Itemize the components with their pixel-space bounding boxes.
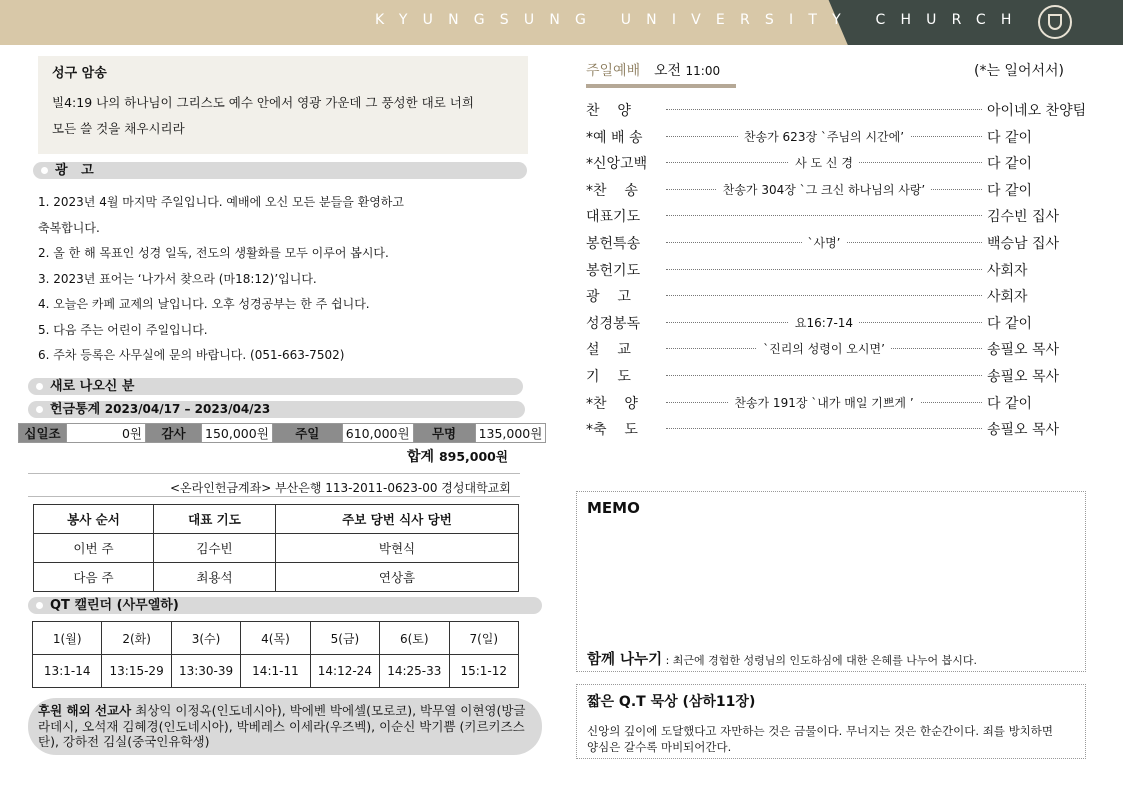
order-label: 봉헌기도 <box>586 262 641 279</box>
divider <box>28 496 520 497</box>
order-content: 찬송가 304장 `그 크신 하나님의 사랑’ <box>717 183 932 197</box>
order-leader: 송필오 목사 <box>987 368 1060 385</box>
duty-row-label: 다음 주 <box>34 563 154 592</box>
worship-underline <box>586 84 736 88</box>
qt-passage: 14:12-24 <box>310 655 379 688</box>
order-label: 기 도 <box>586 368 631 385</box>
memory-verse-line-2: 모든 쓸 것을 채우시리라 <box>52 121 185 136</box>
share-together <box>587 648 977 669</box>
qt-passage: 14:1-11 <box>241 655 310 688</box>
worship-header <box>586 58 1064 86</box>
order-leader: 송필오 목사 <box>987 422 1060 439</box>
qt-passage: 13:30-39 <box>171 655 240 688</box>
duty-row-prayer: 최용석 <box>154 563 276 592</box>
qt-day: 7(일) <box>449 622 519 655</box>
order-label: *축 도 <box>586 422 638 439</box>
offering-amount-thanks: 150,000원 <box>202 424 273 443</box>
offering-period: 2023/04/17 – 2023/04/23 <box>104 402 271 416</box>
order-label: *신앙고백 <box>586 156 648 173</box>
service-duty-table <box>33 504 519 592</box>
memo-box <box>576 491 1086 672</box>
announcement-item: 1. 2023년 4월 마지막 주일입니다. 예배에 오신 모든 분들을 환영하고 <box>38 195 404 209</box>
divider <box>28 473 520 474</box>
worship-time-prefix: 오전 <box>654 63 682 79</box>
newcomers-heading-label: 새로 나오신 분 <box>50 379 135 394</box>
duty-row-meal: 연상흠 <box>276 563 519 592</box>
qt-day: 4(목) <box>241 622 310 655</box>
worship-time <box>654 60 720 80</box>
duty-header-meal: 주보 당번 식사 당번 <box>276 505 519 534</box>
announcement-item: 3. 2023년 표어는 ‘나가서 찾으라 (마18:12)’입니다. <box>38 271 317 286</box>
newcomers-heading <box>28 378 523 395</box>
dot-icon <box>36 383 43 390</box>
order-label: 찬 양 <box>586 103 631 119</box>
order-content: `사명’ <box>802 236 847 250</box>
offering-amount-sunday: 610,000원 <box>342 424 413 443</box>
offering-label-tithe: 십일조 <box>19 424 67 443</box>
offering-total-amount: 895,000원 <box>438 449 508 464</box>
order-label: 광 고 <box>586 289 631 306</box>
announcement-item: 6. 주차 등록은 사무실에 문의 바랍니다. (051-663-7502) <box>38 348 345 362</box>
order-leader: 사회자 <box>987 262 1028 279</box>
share-label: 함께 나누기 <box>587 652 663 668</box>
qt-meditation-title: 짧은 Q.T 묵상 (삼하11장) <box>587 694 756 710</box>
missionaries-box <box>28 698 542 755</box>
order-label: 설 교 <box>586 342 631 359</box>
worship-order-row <box>586 415 1096 442</box>
order-content: 찬송가 191장 `내가 매일 기쁘게 ’ <box>728 396 919 410</box>
order-leader: 백승남 집사 <box>987 235 1060 252</box>
dot-icon <box>41 167 48 174</box>
worship-order-row <box>586 362 1096 389</box>
duty-row-label: 이번 주 <box>34 534 154 563</box>
worship-order-row <box>586 149 1096 176</box>
order-leader: 송필오 목사 <box>987 342 1060 359</box>
duty-header-order: 봉사 순서 <box>34 505 154 534</box>
duty-row-prayer: 김수빈 <box>154 534 276 563</box>
order-leader: 김수빈 집사 <box>987 209 1060 226</box>
worship-order-row <box>586 96 1096 123</box>
worship-order-row <box>586 389 1096 416</box>
offering-heading-label: 헌금통계 <box>50 402 101 417</box>
announcement-item: 5. 다음 주는 어린이 주일입니다. <box>38 322 208 337</box>
order-leader: 다 같이 <box>987 315 1033 332</box>
order-leader: 다 같이 <box>987 156 1033 173</box>
duty-row-meal: 박현식 <box>276 534 519 563</box>
order-leader: 다 같이 <box>987 129 1033 146</box>
qt-passage: 15:1-12 <box>449 655 519 688</box>
order-label: *찬 송 <box>586 182 638 199</box>
offering-total-label: 합계 <box>407 449 435 465</box>
qt-day: 3(수) <box>171 622 240 655</box>
worship-order-row <box>586 176 1096 203</box>
announcement-list <box>38 190 528 369</box>
worship-standing-note: (*는 일어서서) <box>974 63 1064 79</box>
offering-label-sunday: 주일 <box>272 424 342 443</box>
order-leader: 다 같이 <box>987 182 1033 199</box>
qt-passage: 14:25-33 <box>380 655 449 688</box>
qt-day: 6(토) <box>380 622 449 655</box>
memo-title: MEMO <box>587 499 640 517</box>
announcement-item: 4. 오늘은 카페 교제의 날입니다. 오후 성경공부는 한 주 쉽니다. <box>38 297 370 311</box>
qt-calendar-heading <box>28 597 542 614</box>
order-label: *찬 양 <box>586 395 638 412</box>
announcements-heading-label: 광 고 <box>55 163 94 178</box>
offering-account: <온라인헌금계좌> 부산은행 113-2011-0623-00 경성대학교회 <box>170 481 511 495</box>
order-label: 성경봉독 <box>586 315 641 332</box>
qt-meditation-box <box>576 684 1086 759</box>
worship-order-row <box>586 202 1096 229</box>
announcements-heading <box>33 162 527 179</box>
order-label: *예 배 송 <box>586 129 643 146</box>
qt-passage: 13:1-14 <box>33 655 102 688</box>
memory-verse-title: 성구 암송 <box>52 66 107 81</box>
memory-verse-box <box>38 56 528 154</box>
order-leader: 아이네오 찬양팀 <box>987 103 1087 119</box>
offering-amount-tithe: 0원 <box>67 424 146 443</box>
order-content: 사 도 신 경 <box>789 156 859 170</box>
dot-icon <box>36 602 43 609</box>
duty-header-prayer: 대표 기도 <box>154 505 276 534</box>
qt-passage: 13:15-29 <box>102 655 171 688</box>
announcement-item: 축복합니다. <box>38 220 100 235</box>
worship-order-row <box>586 229 1096 256</box>
worship-order-row <box>586 309 1096 336</box>
qt-day: 5(금) <box>310 622 379 655</box>
offering-table <box>18 423 546 443</box>
worship-time-value: 11:00 <box>685 64 721 78</box>
page-header <box>0 0 1123 45</box>
qt-meditation-text: 신앙의 깊이에 도달했다고 자만하는 것은 금물이다. 무너지는 것은 한순간이다. 죄를 방치하면 양심은 갈수록 마비되어간다. <box>587 724 1054 754</box>
offering-heading <box>28 401 525 418</box>
order-leader: 사회자 <box>987 289 1028 306</box>
missionaries-label: 후원 해외 선교사 <box>38 703 132 718</box>
qt-calendar-table <box>32 621 519 688</box>
memory-verse-line-1: 빌4:19 나의 하나님이 그리스도 예수 안에서 영광 가운데 그 풍성한 대로 너희 <box>52 95 474 110</box>
worship-order-row <box>586 123 1096 150</box>
offering-label-thanks: 감사 <box>146 424 202 443</box>
order-content: `진리의 성령이 오시면’ <box>757 342 891 356</box>
order-leader: 다 같이 <box>987 395 1033 412</box>
header-title: KYUNGSUNG UNIVERSITY CHURCH <box>375 12 1027 28</box>
qt-day: 1(월) <box>33 622 102 655</box>
worship-label: 주일예배 <box>586 63 641 79</box>
qt-day: 2(화) <box>102 622 171 655</box>
dot-icon <box>36 406 43 413</box>
qt-calendar-heading-label: QT 캘린더 (사무엘하) <box>50 598 179 613</box>
worship-order-row <box>586 256 1096 283</box>
order-label: 대표기도 <box>586 209 641 226</box>
share-text: : 최근에 경험한 성령님의 인도하심에 대한 은혜를 나누어 봅시다. <box>662 654 978 667</box>
order-content: 찬송가 623장 `주님의 시간에’ <box>738 130 910 144</box>
order-label: 봉헌특송 <box>586 235 641 252</box>
worship-order-row <box>586 335 1096 362</box>
worship-order-list <box>586 96 1096 442</box>
offering-label-anonymous: 무명 <box>413 424 475 443</box>
announcement-item: 2. 올 한 해 목표인 성경 일독, 전도의 생활화를 모두 이루어 봅시다. <box>38 246 389 260</box>
missionaries-text: 최상익 이정옥(인도네시아), 박에벤 박에셀(모로코), 박무열 이현영(방글라데시, 오석재 김혜경(인도네시아), 박베레스 이세라(우즈벡), 이순신 박기쁨 (키르키즈스탄), 강하전 김실(중국인유학생) <box>38 703 526 749</box>
church-seal-icon <box>1038 5 1072 39</box>
offering-amount-anonymous: 135,000원 <box>475 424 546 443</box>
offering-total <box>407 446 508 466</box>
worship-order-row <box>586 282 1096 309</box>
order-content: 요16:7-14 <box>789 316 859 330</box>
